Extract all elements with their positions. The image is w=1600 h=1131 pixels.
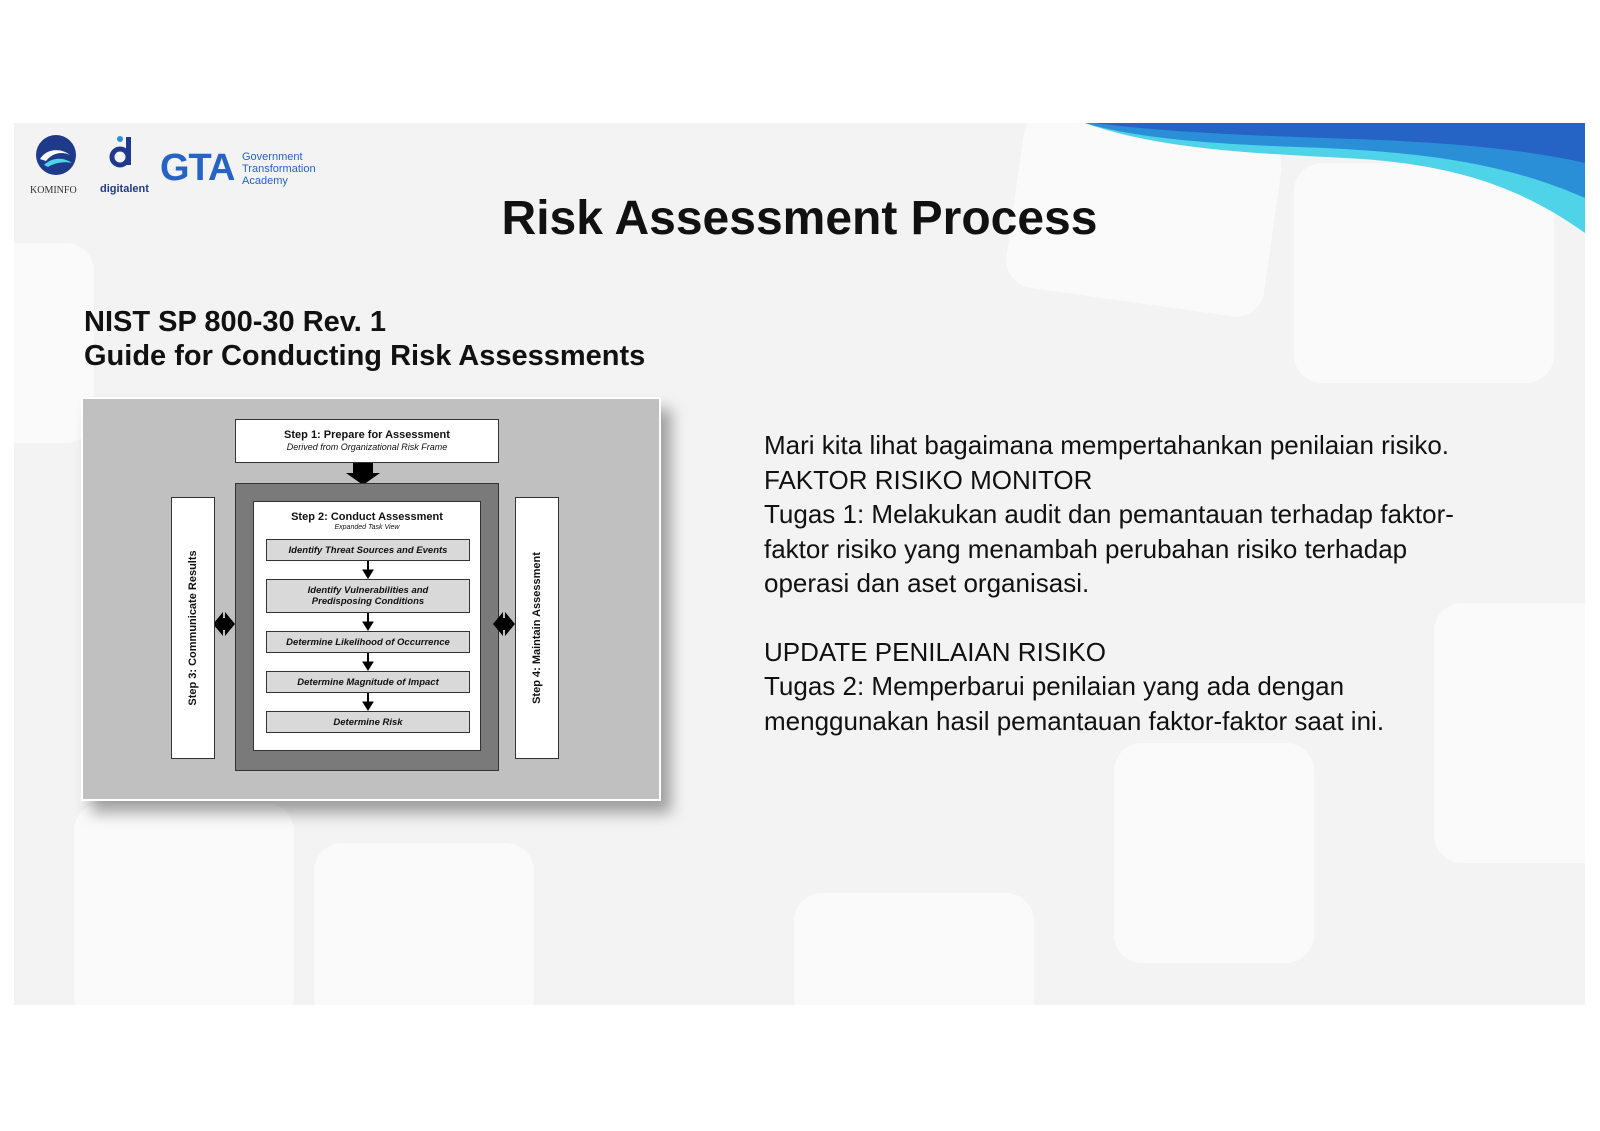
slide-title: Risk Assessment Process xyxy=(501,192,1098,245)
step4-label: Step 4: Maintain Assessment xyxy=(531,552,543,704)
digitalent-logo-icon xyxy=(108,133,138,173)
task-box: Identify Threat Sources and Events xyxy=(266,539,470,561)
subtitle xyxy=(84,305,645,373)
risk-assessment-diagram xyxy=(81,397,661,801)
task-box: Determine Magnitude of Impact xyxy=(266,671,470,693)
step2-title: Step 2: Conduct Assessment xyxy=(291,511,443,523)
task-box: Identify Vulnerabilities and Predisposing Conditions xyxy=(266,579,470,613)
gta-subtitle-line: Government xyxy=(242,151,303,163)
background-shape xyxy=(1114,743,1314,963)
step2-subtitle: Expanded Task View xyxy=(334,524,400,531)
kominfo-label: KOMINFO xyxy=(30,185,77,196)
background-shape xyxy=(794,893,1034,1005)
digitalent-label: digitalent xyxy=(100,183,149,195)
diagram-arrows xyxy=(83,399,659,799)
spacer xyxy=(764,601,1484,635)
task1-text: Tugas 1: Melakukan audit dan pemantauan terhadap faktor-faktor risiko yang menambah perubahan risiko terhadap operasi dan aset organisasi. xyxy=(764,499,1454,598)
task-box: Determine Likelihood of Occurrence xyxy=(266,631,470,653)
gta-subtitle-line: Transformation xyxy=(242,163,316,175)
intro-text: Mari kita lihat bagaimana mempertahankan penilaian risiko. xyxy=(764,430,1450,460)
gta-subtitle xyxy=(242,151,316,187)
body-text xyxy=(764,428,1484,738)
gta-logo: GTA xyxy=(160,147,235,189)
step3-label: Step 3: Communicate Results xyxy=(187,550,199,706)
background-shape xyxy=(74,803,294,1005)
heading-monitor: FAKTOR RISIKO MONITOR xyxy=(764,464,1093,495)
subtitle-line-2: Guide for Conducting Risk Assessments xyxy=(84,340,646,372)
kominfo-logo-icon xyxy=(34,133,78,179)
gta-subtitle-line: Academy xyxy=(242,175,288,187)
background-shape xyxy=(314,843,534,1005)
task-box: Determine Risk xyxy=(266,711,470,733)
task2-text: Tugas 2: Memperbarui penilaian yang ada dengan menggunakan hasil pemantauan faktor-faktor saat ini. xyxy=(764,671,1385,736)
step4-box xyxy=(515,497,559,759)
step3-box xyxy=(171,497,215,759)
step1-subtitle: Derived from Organizational Risk Frame xyxy=(286,442,448,452)
step1-title: Step 1: Prepare for Assessment xyxy=(284,429,450,441)
subtitle-line-1: NIST SP 800-30 Rev. 1 xyxy=(84,306,386,338)
heading-update: UPDATE PENILAIAN RISIKO xyxy=(764,636,1106,667)
